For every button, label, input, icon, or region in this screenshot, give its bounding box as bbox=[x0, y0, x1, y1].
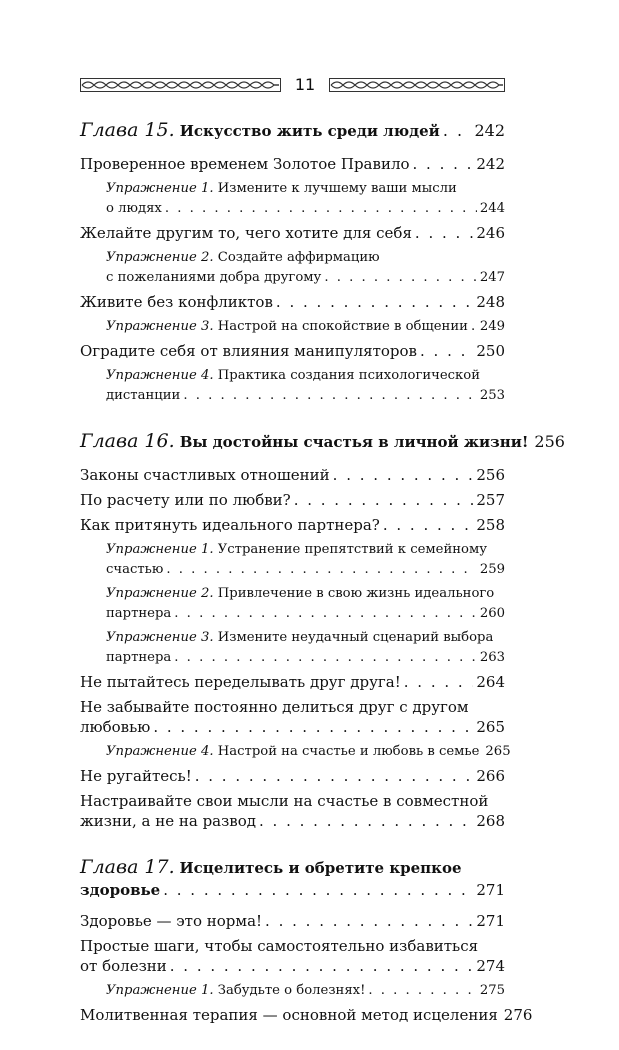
dot-leader bbox=[443, 121, 472, 141]
toc-entry: Оградите себя от влияния манипуляторов . . . 250 bbox=[80, 341, 505, 361]
toc-entry: Желайте другим то, чего хотите для себя . . . 246 bbox=[80, 223, 505, 243]
toc-entry: Простые шаги, чтобы самостоятельно избавиться от болезни . . . 274 bbox=[80, 936, 505, 976]
toc-entry: Не ругайтесь! . . . 266 bbox=[80, 766, 505, 786]
toc-entry: Здоровье — это норма! . . . 271 bbox=[80, 911, 505, 931]
ornament-left-icon bbox=[80, 78, 281, 92]
toc-entry: Не забывайте постоянно делиться друг с другом любовью . . . 265 bbox=[80, 697, 505, 737]
toc-entry: Законы счастливых отношений . . . 256 bbox=[80, 465, 505, 485]
chapter-heading: Глава 16. Вы достойны счастья в личной жизни! 256 bbox=[80, 430, 565, 452]
exercise-entry: Упражнение 3. Настрой на спокойствие в общении . . . 249 bbox=[80, 317, 505, 337]
exercise-entry: Упражнение 3. Измените неудачный сценарий выбора партнера . . . 263 bbox=[80, 628, 505, 668]
chapter-title: Искусство жить среди людей bbox=[179, 122, 440, 140]
toc-entry: Проверенное временем Золотое Правило . . . 242 bbox=[80, 154, 505, 174]
exercise-entry: Упражнение 1. Забудьте о болезнях! . . . 275 bbox=[80, 981, 505, 1001]
exercise-entry: Упражнение 2. Создайте аффирмацию с пожеланиями добра другому . . . 247 bbox=[80, 248, 505, 288]
page-number: 11 bbox=[294, 75, 316, 94]
toc-entry: Как притянуть идеального партнера? . . . 258 bbox=[80, 515, 505, 535]
chapter-heading: Глава 17. Исцелитесь и обретите крепкое здоровье . . . 271 bbox=[80, 856, 505, 901]
page-ref: 242 bbox=[474, 121, 505, 140]
toc-entry: Не пытайтесь переделывать друг друга! . . . 264 bbox=[80, 672, 505, 692]
toc-entry: По расчету или по любви? . . . 257 bbox=[80, 490, 505, 510]
ornament-right-icon bbox=[329, 78, 505, 92]
chapter-16 bbox=[80, 430, 565, 831]
chapter-title: Вы достойны счастья в личной жизни! bbox=[179, 433, 529, 451]
toc-entry: Молитвенная терапия — основной метод исцеления 276 bbox=[80, 1006, 533, 1024]
toc-entry: Живите без конфликтов . . . 248 bbox=[80, 292, 505, 312]
page-header bbox=[80, 76, 505, 96]
chapter-word: Глава 15. bbox=[80, 119, 175, 141]
chapter-word: Глава 16. bbox=[80, 430, 175, 452]
toc-entry: Настраивайте свои мысли на счастье в совместной жизни, а не на развод . . . 268 bbox=[80, 791, 505, 831]
table-of-contents bbox=[80, 119, 565, 1050]
exercise-entry: Упражнение 2. Привлечение в свою жизнь идеального партнера . . . 260 bbox=[80, 584, 505, 624]
exercise-entry: Упражнение 1. Устранение препятствий к семейному счастью . . . 259 bbox=[80, 540, 505, 580]
chapter-title: Исцелитесь и обретите крепкое bbox=[179, 859, 462, 877]
chapter-heading bbox=[80, 120, 505, 141]
exercise-entry: Упражнение 4. Настрой на счастье и любовь в семье 265 bbox=[106, 744, 511, 759]
exercise-entry: Упражнение 4. Практика создания психологической дистанции . . . 253 bbox=[80, 366, 505, 406]
chapter-15 bbox=[80, 120, 505, 406]
exercise-entry: Упражнение 1. Измените к лучшему ваши мысли о людях . . . 244 bbox=[80, 179, 505, 219]
chapter-word: Глава 17. bbox=[80, 856, 175, 878]
